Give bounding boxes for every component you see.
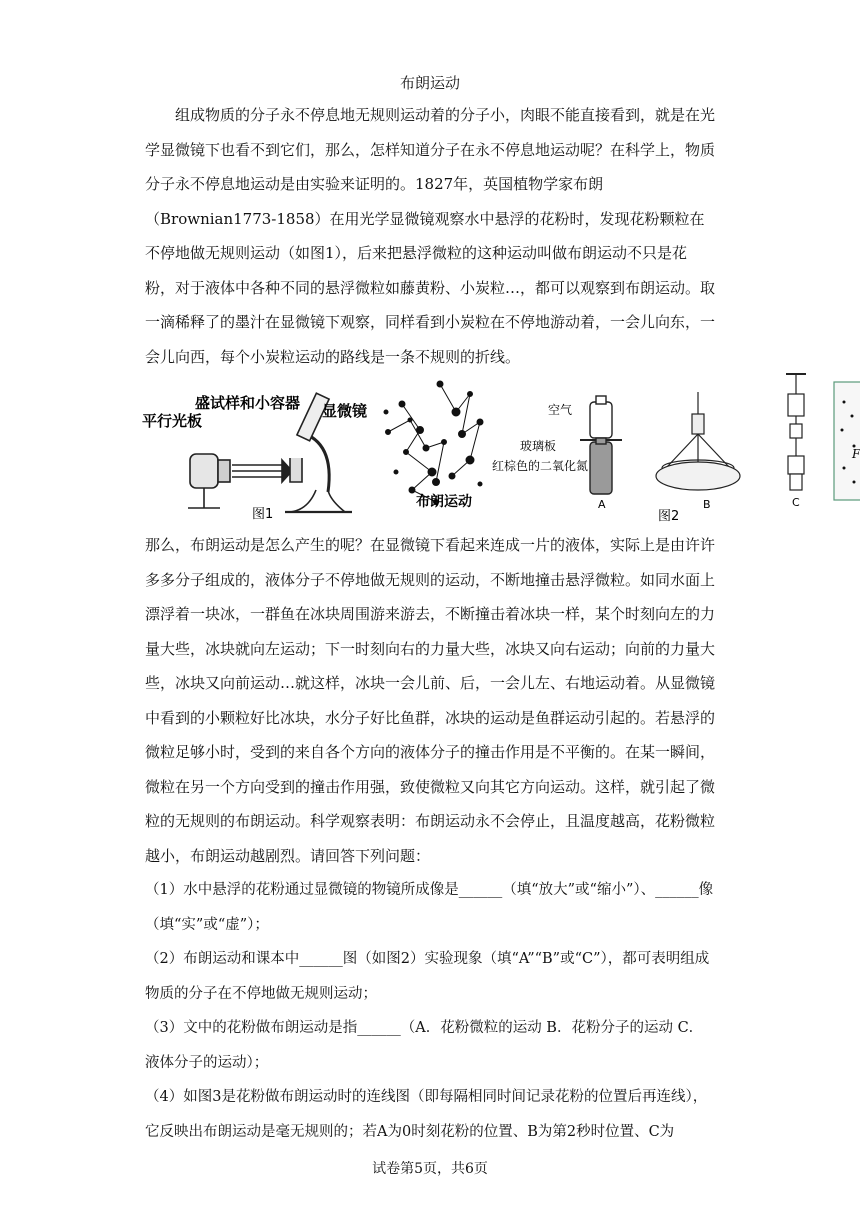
label-no2: 红棕色的二氧化氮 xyxy=(492,459,589,473)
page-footer: 试卷第5页，共6页 xyxy=(372,1161,488,1177)
label-sample-container: 盛试样和小容器 xyxy=(195,394,301,412)
gas-diffusion-apparatus xyxy=(580,396,622,494)
label-c: C xyxy=(792,496,800,509)
figures-svg xyxy=(140,372,860,522)
label-air: 空气 xyxy=(548,403,573,417)
paragraph-explanation: 那么，布朗运动是怎么产生的呢？在显微镜下看起来连成一片的液体，实际上是由许许多多分子组成的，液体分子不停地做无规则的运动，不断地撞击悬浮微粒。如同水面上漂浮着一块冰，一群鱼在冰块周围游来游去，不断撞击着冰块一样，某个时刻向左的力量大些，冰块就向左运动；下一时刻向右的力量大些，冰块又向右运动；向前的力量大些，冰块又向前运动…就这样，冰块一会儿前、后，一会儿左、右地运动着。从显微镜中看到的小颗粒好比冰块，水分子好比鱼群，冰块的运动是鱼群运动引起的。若悬浮的微粒足够小时，受到的来自各个方向的液体分子的撞击作用是不平衡的。在某一瞬间，微粒在另一个方向受到的撞击作用强，致使微粒又向其它方向运动。这样，就引起了微粒的无规则的布朗运动。科学观察表明：布朗运动永不会停止，且温度越高，花粉微粒越小，布朗运动越剧烈。请回答下列问题： xyxy=(145,536,716,865)
hanging-lead-blocks-apparatus xyxy=(786,374,806,490)
label-a: A xyxy=(598,498,606,511)
question-1: （1）水中悬浮的花粉通过显微镜的物镜所成像是______（填“放大”或“缩小”）、______像（填“实”或“虚”）； xyxy=(145,882,714,933)
label-parallel-plate: 平行光板 xyxy=(142,412,203,430)
label-b: B xyxy=(703,498,711,511)
label-microscope: 显微镜 xyxy=(322,402,368,420)
question-2: （2）布朗运动和课本中______图（如图2）实验现象（填“A”“B”或“C”），都可表明组成物质的分子在不停地做无规则运动； xyxy=(145,951,710,1002)
label-f: F xyxy=(852,447,860,461)
question-3: （3）文中的花粉做布朗运动是指______（A．花粉微粒的运动 B．花粉分子的运动 C．液体分子的运动）； xyxy=(145,1020,704,1071)
figure2-caption: 图2 xyxy=(658,509,680,522)
paragraph-intro: 组成物质的分子永不停息地无规则运动着的分子小，肉眼不能直接看到，就是在光学显微镜下也看不到它们，那么，怎样知道分子在永不停息地运动呢？在科学上，物质分子永不停息地运动是由实验来证明的。1827年，英国植物学家布朗（Brownian1773-1858）在用光学显微镜观察水中悬浮的花粉时，发现花粉颗粒在不停地做无规则运动（如图1），后来把悬浮微粒的这种运动叫做布朗运动不只是花粉，对于液体中各种不同的悬浮微粒如藤黄粉、小炭粒…，都可以观察到布朗运动。取一滴稀释了的墨汁在显微镜下观察，同样看到小炭粒在不停地游动着，一会儿向东，一会儿向西，每个小炭粒运动的路线是一条不规则的折线。 xyxy=(145,106,716,366)
label-glass-plate: 玻璃板 xyxy=(520,439,557,453)
label-brownian: 布朗运动 xyxy=(416,494,472,510)
question-4: （4）如图3是花粉做布朗运动时的连线图（即每隔相同时间记录花粉的位置后再连线），它反映出布朗运动是毫无规则的；若A为0时刻花粉的位置、B为第2秒时位置、C为 xyxy=(145,1089,708,1140)
article-title: 布朗运动 xyxy=(399,74,460,92)
partial-figure-panel xyxy=(834,382,860,500)
spring-scale-plate-apparatus xyxy=(656,392,740,490)
brownian-motion-plot xyxy=(384,381,483,505)
figures-row xyxy=(140,372,860,522)
figure1-caption: 图1 xyxy=(252,507,274,522)
